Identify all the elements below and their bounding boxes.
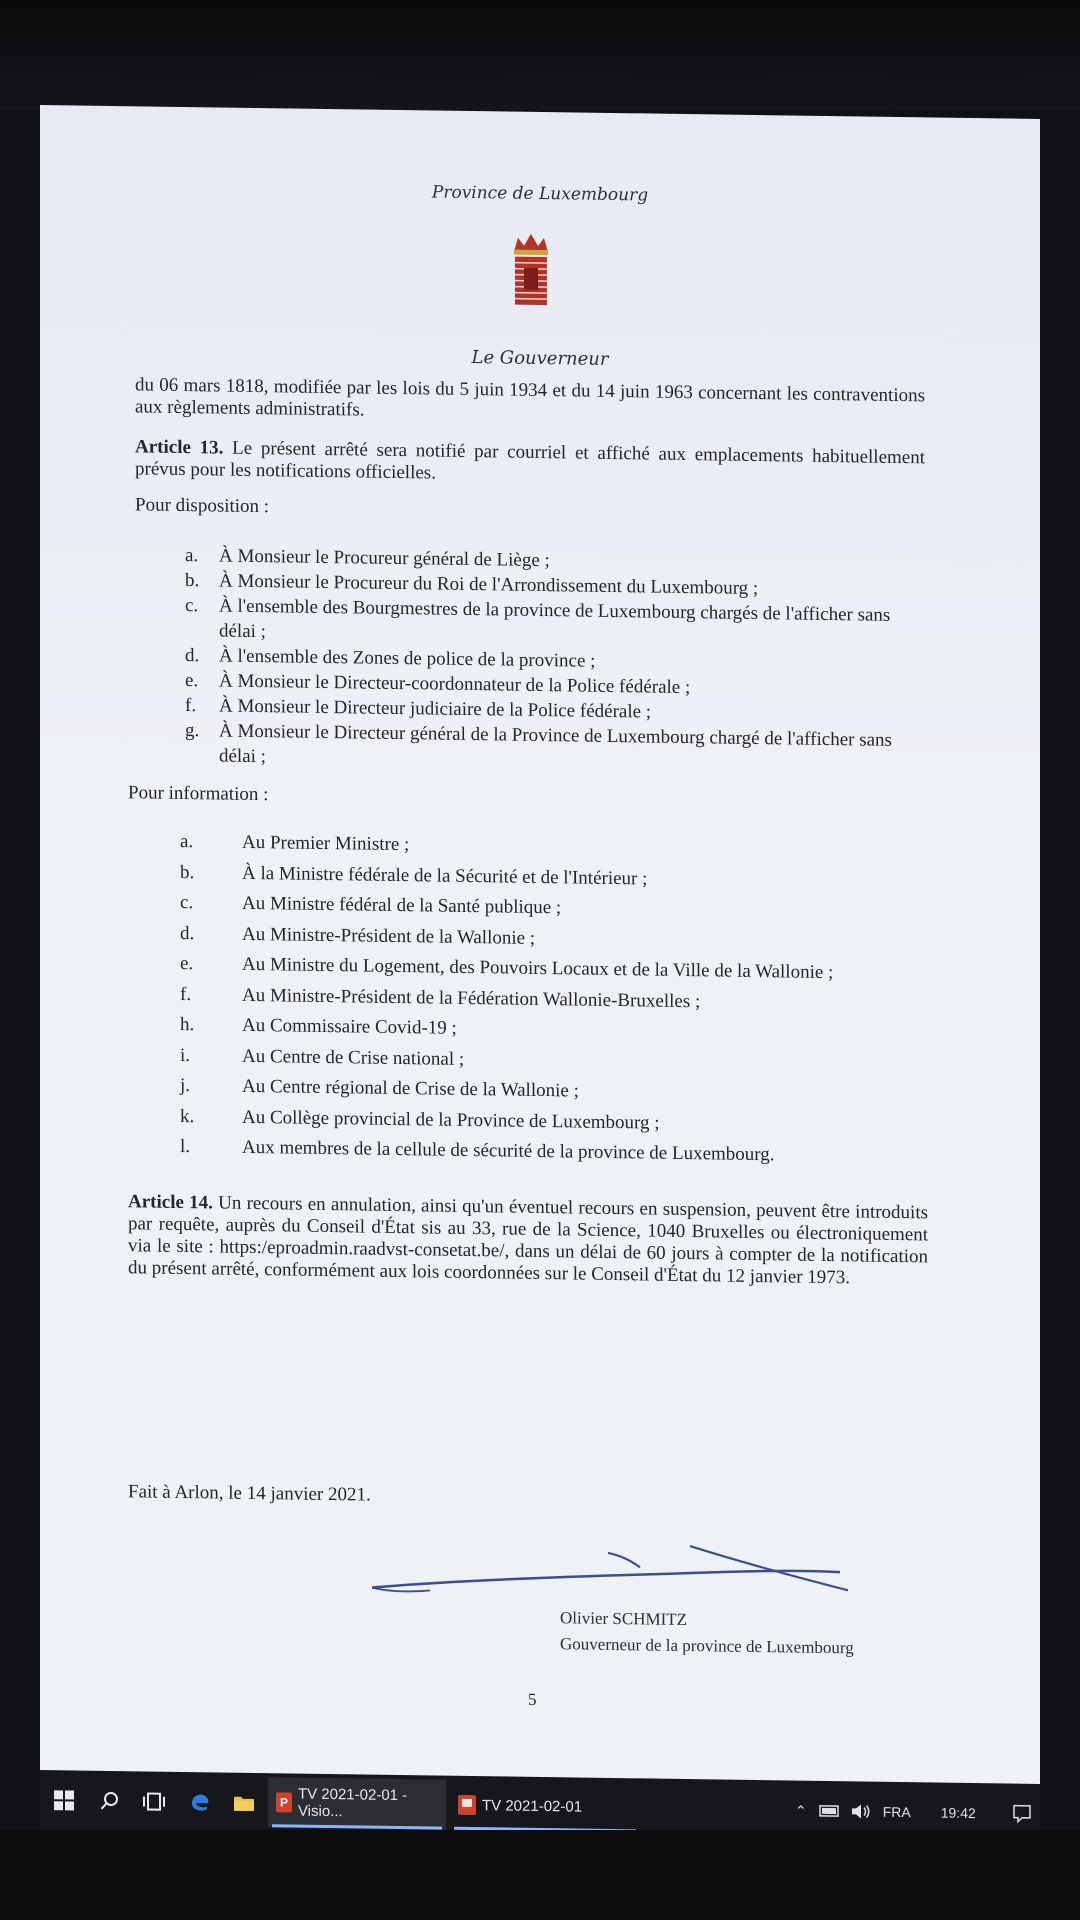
letterhead-office: Le Gouverneur xyxy=(471,347,609,370)
list-marker: b. xyxy=(185,570,200,592)
document-page xyxy=(40,105,1040,1739)
article-13-text: Le présent arrêté sera notifié par courriel et affiché aux emplacements habituellement prévus pour les notifications officielles. xyxy=(135,437,926,484)
list-marker: i. xyxy=(180,1044,191,1066)
article-13 xyxy=(135,436,925,491)
start-button[interactable] xyxy=(40,1770,88,1831)
list-text: À Monsieur le Directeur judiciaire de la Police fédérale ; xyxy=(219,695,652,723)
information-list xyxy=(180,827,940,1173)
list-item xyxy=(185,718,925,778)
list-marker: a. xyxy=(185,545,199,567)
disposition-label: Pour disposition : xyxy=(135,494,270,518)
list-marker: b. xyxy=(180,861,195,883)
list-marker: j. xyxy=(180,1074,191,1097)
list-marker: h. xyxy=(180,1013,195,1036)
list-text: Au Ministre du Logement, des Pouvoirs Locaux et de la Ville de la Wallonie ; xyxy=(242,953,834,984)
list-text: Au Ministre-Président de la Fédération Wallonie-Bruxelles ; xyxy=(242,984,701,1012)
notification-center-icon[interactable] xyxy=(1012,1804,1032,1824)
network-icon[interactable] xyxy=(819,1804,839,1818)
place-date: Fait à Arlon, le 14 janvier 2021. xyxy=(128,1481,371,1506)
clock[interactable]: 19:42 xyxy=(940,1804,976,1822)
task-view-icon xyxy=(143,1791,165,1811)
article-14-text: Un recours en annulation, ainsi qu'un éventuel recours en suspension, peuvent être introduits par requête, auprès du Conseil d'État sis au 33, rue de la Science, 1040 Bruxelles ou électroniquement via le site : https:/eproadmin.raadvst-consetat.be/, dans un délai de 60 jours à compter de la notification du présent arrêté, conformément aux lois coordonnées sur le Conseil d'État du 12 janvier 1973. xyxy=(128,1192,928,1289)
list-marker: d. xyxy=(180,922,195,944)
list-marker: d. xyxy=(185,645,200,667)
active-indicator xyxy=(272,1824,442,1829)
edge-browser-button[interactable] xyxy=(178,1772,222,1833)
powerpoint-icon: P xyxy=(276,1792,292,1812)
list-text: Aux membres de la cellule de sécurité de la province de Luxembourg. xyxy=(242,1136,775,1166)
list-text: Au Centre régional de Crise de la Wallonie ; xyxy=(242,1075,579,1102)
show-hidden-icons-chevron-icon[interactable]: ⌃ xyxy=(795,1802,807,1819)
list-text: Au Centre de Crise national ; xyxy=(242,1045,465,1070)
list-text: Au Commissaire Covid-19 ; xyxy=(242,1014,457,1039)
taskbar-app-powerpoint-edit[interactable] xyxy=(268,1777,446,1829)
list-text: Au Ministre fédéral de la Santé publique ; xyxy=(242,892,562,919)
list-text: À Monsieur le Directeur général de la Province de Luxembourg chargé de l'afficher sans délai ; xyxy=(219,720,892,768)
province-crest-icon xyxy=(508,230,554,317)
list-text: À l'ensemble des Zones de police de la province ; xyxy=(219,645,596,672)
language-indicator[interactable]: FRA xyxy=(882,1803,911,1821)
monitor-bezel-bottom xyxy=(0,1830,1080,1920)
signatory-name: Olivier SCHMITZ xyxy=(560,1608,688,1630)
slideshow-icon xyxy=(458,1795,476,1815)
taskbar-app-slideshow[interactable] xyxy=(450,1780,640,1833)
list-text: Au Collège provincial de la Province de Luxembourg ; xyxy=(242,1106,660,1134)
list-marker: e. xyxy=(180,952,194,975)
list-marker: c. xyxy=(185,595,199,617)
list-text: À Monsieur le Procureur du Roi de l'Arrondissement du Luxembourg ; xyxy=(219,570,759,600)
list-marker: l. xyxy=(180,1135,191,1158)
letterhead-province: Province de Luxembourg xyxy=(431,182,649,206)
list-marker: k. xyxy=(180,1105,195,1127)
task-label: TV 2021-02-01 xyxy=(482,1796,583,1816)
list-marker: a. xyxy=(180,830,194,853)
list-text: Au Ministre-Président de la Wallonie ; xyxy=(242,923,536,949)
list-marker: f. xyxy=(180,983,192,1005)
intro-text: du 06 mars 1818, modifiée par les lois du 5 juin 1934 et du 14 juin 1963 concernant les contraventions aux règlements administratifs. xyxy=(135,374,925,421)
list-text: À Monsieur le Directeur-coordonnateur de la Police fédérale ; xyxy=(219,670,691,699)
list-text: À l'ensemble des Bourgmestres de la province de Luxembourg chargés de l'afficher sans délai ; xyxy=(219,595,891,643)
volume-icon[interactable] xyxy=(851,1803,871,1819)
list-marker: c. xyxy=(180,891,194,914)
search-icon xyxy=(100,1791,120,1811)
information-label: Pour information : xyxy=(128,782,269,806)
list-marker: g. xyxy=(185,720,200,742)
disposition-list xyxy=(185,543,925,778)
edge-browser-icon xyxy=(189,1791,211,1813)
article-13-label: Article 13. xyxy=(135,436,224,459)
handwritten-signature xyxy=(370,1540,850,1607)
intro-paragraph xyxy=(135,374,925,429)
list-text: À la Ministre fédérale de la Sécurité et de l'Intérieur ; xyxy=(242,862,648,889)
folder-icon xyxy=(233,1794,255,1812)
search-button[interactable] xyxy=(88,1771,132,1832)
task-view-button[interactable] xyxy=(132,1771,176,1832)
file-explorer-button[interactable] xyxy=(222,1773,266,1834)
signatory-role: Gouverneur de la province de Luxembourg xyxy=(560,1634,854,1658)
list-text: À Monsieur le Procureur général de Liège ; xyxy=(219,545,550,572)
screen xyxy=(40,105,1040,1789)
list-marker: f. xyxy=(185,695,197,717)
list-text: Au Premier Ministre ; xyxy=(242,831,410,856)
article-14 xyxy=(128,1191,928,1290)
task-label: TV 2021-02-01 - Visio... xyxy=(297,1785,408,1821)
monitor-bezel-top xyxy=(0,0,1080,110)
page-number: 5 xyxy=(528,1689,537,1709)
list-marker: e. xyxy=(185,670,199,692)
article-14-label: Article 14. xyxy=(128,1191,213,1214)
windows-logo-icon xyxy=(54,1790,74,1810)
